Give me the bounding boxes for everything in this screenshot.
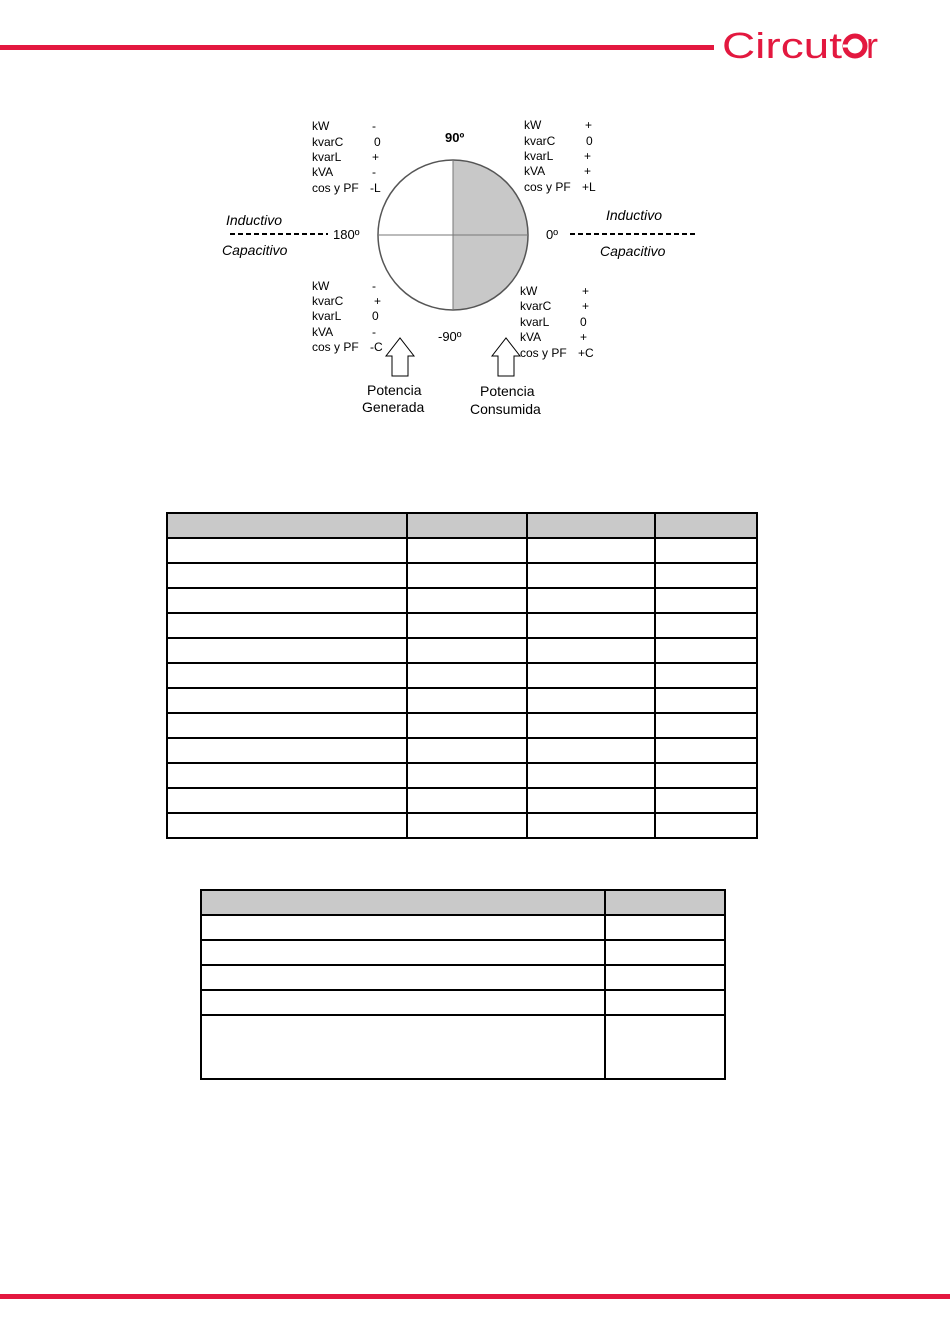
measurement-table: [166, 512, 758, 839]
qbr-label-0: kW: [520, 284, 538, 298]
consumed-line1: Potencia: [480, 383, 535, 399]
qtl-value-1: 0: [374, 135, 381, 149]
header-cell: [527, 513, 655, 538]
qbl-value-0: -: [372, 279, 376, 293]
arrow-up-generated-icon: [386, 338, 414, 376]
arrow-up-consumed-icon: [492, 338, 520, 376]
qtl-value-2: +: [372, 150, 380, 164]
qbl-value-3: -: [372, 325, 376, 339]
right-capacitive-label: Capacitivo: [600, 243, 666, 259]
angle-minus90-label: -90º: [438, 329, 462, 344]
left-inductive-label: Inductivo: [226, 212, 283, 228]
qtr-value-4: +L: [582, 180, 596, 194]
qtr-value-2: +: [584, 149, 592, 163]
qbr-value-3: +: [580, 330, 588, 344]
table-row: [167, 813, 757, 838]
table-row: [167, 563, 757, 588]
header-rule: [0, 45, 714, 50]
qbl-label-4: cos y PF: [312, 340, 359, 354]
table-row: [167, 613, 757, 638]
table-row: [201, 1015, 725, 1079]
table-row: [167, 738, 757, 763]
table-row: [167, 588, 757, 613]
power-quadrant-diagram: [200, 108, 720, 428]
qbr-value-1: +: [582, 299, 590, 313]
table-row: [201, 915, 725, 940]
quadrant-bottom-left: [312, 279, 383, 354]
qtl-label-4: cos y PF: [312, 181, 359, 195]
qtr-label-1: kvarC: [524, 134, 556, 148]
table-row: [167, 538, 757, 563]
table-header-row: [201, 890, 725, 915]
table-header-row: [167, 513, 757, 538]
qtl-value-4: -L: [370, 181, 381, 195]
qbl-label-0: kW: [312, 279, 330, 293]
left-capacitive-label: Capacitivo: [222, 242, 288, 258]
quadrant-bottom-right: [520, 284, 594, 360]
svg-text:Circut: Circut: [722, 25, 842, 66]
table-row: [167, 788, 757, 813]
table-row: [167, 713, 757, 738]
consumed-line2: Consumida: [470, 401, 541, 417]
table-row: [201, 990, 725, 1015]
angle-0-label: 0º: [546, 227, 558, 242]
qbr-value-2: 0: [580, 315, 587, 329]
qbr-value-0: +: [582, 284, 590, 298]
header-cell: [407, 513, 527, 538]
table-row: [201, 940, 725, 965]
table-row: [167, 688, 757, 713]
generated-line1: Potencia: [367, 382, 422, 398]
qtr-label-4: cos y PF: [524, 180, 571, 194]
header-cell: [655, 513, 757, 538]
circutor-logo: [722, 18, 882, 68]
qtr-value-1: 0: [586, 134, 593, 148]
qbl-value-2: 0: [372, 309, 379, 323]
svg-text:r: r: [866, 25, 878, 66]
qtl-label-0: kW: [312, 119, 330, 133]
table-row: [167, 763, 757, 788]
table-row: [167, 638, 757, 663]
qtr-value-0: +: [585, 118, 593, 132]
qtl-value-3: -: [372, 165, 376, 179]
header-cell: [605, 890, 725, 915]
qtr-label-3: kVA: [524, 164, 546, 178]
quadrant-top-right: [524, 118, 596, 194]
header-cell: [201, 890, 605, 915]
qbr-value-4: +C: [578, 346, 594, 360]
qbr-label-3: kVA: [520, 330, 542, 344]
logo-o-icon: [843, 36, 865, 56]
qtr-value-3: +: [584, 164, 592, 178]
qbl-label-1: kvarC: [312, 294, 344, 308]
qtl-label-1: kvarC: [312, 135, 344, 149]
qtl-value-0: -: [372, 119, 376, 133]
angle-90-label: 90º: [445, 130, 465, 145]
generated-line2: Generada: [362, 399, 425, 415]
qbr-label-2: kvarL: [520, 315, 550, 329]
footer-rule: [0, 1294, 950, 1299]
angle-180-label: 180º: [333, 227, 360, 242]
table-row: [167, 663, 757, 688]
qbr-label-1: kvarC: [520, 299, 552, 313]
qtl-label-2: kvarL: [312, 150, 342, 164]
qtr-label-0: kW: [524, 118, 542, 132]
qbl-value-1: +: [374, 294, 382, 308]
header-cell: [167, 513, 407, 538]
qtr-label-2: kvarL: [524, 149, 554, 163]
right-inductive-label: Inductivo: [606, 207, 663, 223]
qbl-label-3: kVA: [312, 325, 334, 339]
quadrant-top-left: [312, 119, 381, 195]
qtl-label-3: kVA: [312, 165, 334, 179]
qbl-value-4: -C: [370, 340, 383, 354]
table-row: [201, 965, 725, 990]
settings-table: [200, 889, 726, 1080]
qbl-label-2: kvarL: [312, 309, 342, 323]
qbr-label-4: cos y PF: [520, 346, 567, 360]
